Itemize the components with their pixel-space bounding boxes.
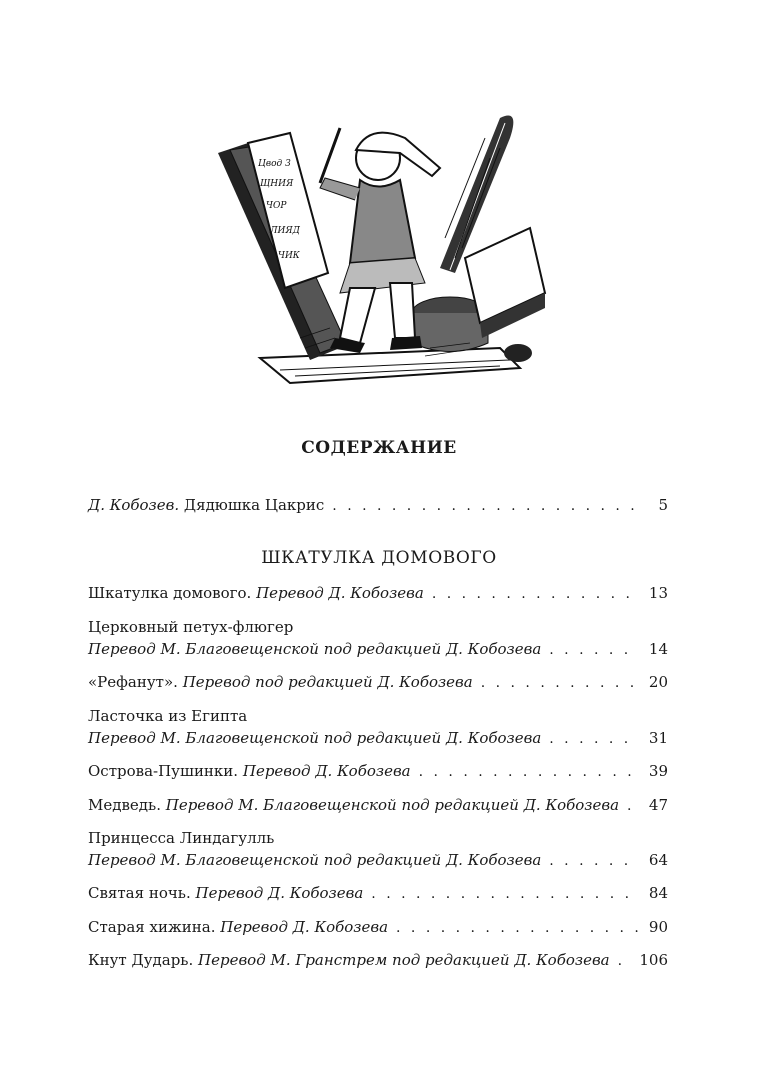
book-text-line: ЩНИЯ	[260, 179, 294, 189]
entry-page: 90	[648, 918, 668, 936]
leader-dots	[396, 920, 638, 936]
entry-title: Острова-Пушинки.	[88, 762, 239, 780]
entry-author: Д. Кобозев.	[88, 496, 180, 514]
book-text-line: Цвод 3	[258, 159, 291, 169]
leader-dots	[549, 853, 638, 869]
entry-page: 47	[648, 796, 668, 814]
toc-entry	[88, 584, 668, 606]
entry-title: «Рефанут».	[88, 673, 178, 691]
leader-dots	[627, 798, 638, 814]
entry-translator: Перевод Д. Кобозева	[256, 584, 424, 602]
entry-page: 106	[639, 951, 668, 969]
toc-entry	[88, 951, 668, 973]
entry-title: Старая хижина.	[88, 918, 216, 936]
section-heading: ШКАТУЛКА ДОМОВОГО	[261, 548, 497, 568]
entry-translator: Перевод Д. Кобозева	[242, 762, 411, 780]
toc-entry	[88, 729, 668, 751]
entry-translator: Перевод М. Благовещенской под редакцией Д. Кобозева	[88, 851, 542, 869]
entry-title: Святая ночь.	[88, 884, 191, 902]
book-text-line: ЧОР	[266, 201, 287, 211]
toc-entry	[88, 796, 668, 818]
entry-translator: Перевод Д. Кобозева	[195, 884, 364, 902]
entry-translator: Перевод М. Благовещенской под редакцией Д. Кобозева	[88, 640, 542, 658]
entry-page: 20	[648, 673, 668, 691]
book-text-line: ЛИЯД	[270, 226, 300, 236]
toc-entry	[88, 640, 668, 662]
frontispiece-illustration	[200, 98, 562, 398]
entry-page: 64	[648, 851, 668, 869]
entry-title: Ласточка из Египта	[88, 707, 248, 725]
entry-page: 14	[648, 640, 668, 658]
leader-dots	[549, 731, 638, 747]
leader-dots	[371, 886, 638, 902]
entry-page: 5	[658, 496, 668, 514]
entry-translator: Перевод М. Благовещенской под редакцией Д. Кобозева	[165, 796, 620, 814]
entry-title: Церковный петух-флюгер	[88, 618, 294, 636]
entry-page: 31	[648, 729, 668, 747]
entry-page: 84	[648, 884, 668, 902]
entry-translator: Перевод М. Гранстрем под редакцией Д. Кобозева	[198, 951, 610, 969]
entry-title: Дядюшка Цакрис	[183, 496, 325, 514]
contents-heading: СОДЕРЖАНИЕ	[301, 438, 457, 458]
entry-title: Шкатулка домового.	[88, 584, 252, 602]
leader-dots	[419, 764, 638, 780]
entry-page: 39	[648, 762, 668, 780]
leader-dots	[549, 642, 638, 658]
entry-page: 13	[648, 584, 668, 602]
entry-translator: Перевод Д. Кобозева	[220, 918, 389, 936]
leader-dots	[618, 953, 632, 969]
entry-translator: Перевод под редакцией Д. Кобозева	[182, 673, 473, 691]
leader-dots	[432, 586, 638, 602]
entry-title: Медведь.	[88, 796, 161, 814]
toc-entry	[88, 762, 668, 784]
toc-entry-intro	[88, 496, 668, 518]
entry-title: Принцесса Линдагулль	[88, 829, 275, 847]
toc-entry	[88, 673, 668, 695]
book-text-line: ЧИК	[278, 251, 300, 261]
toc-entry	[88, 884, 668, 906]
toc-entry	[88, 851, 668, 873]
leader-dots	[481, 675, 638, 691]
entry-translator: Перевод М. Благовещенской под редакцией Д. Кобозева	[88, 729, 542, 747]
toc-entry	[88, 918, 668, 940]
entry-title: Кнут Дударь.	[88, 951, 194, 969]
leader-dots	[332, 498, 638, 514]
